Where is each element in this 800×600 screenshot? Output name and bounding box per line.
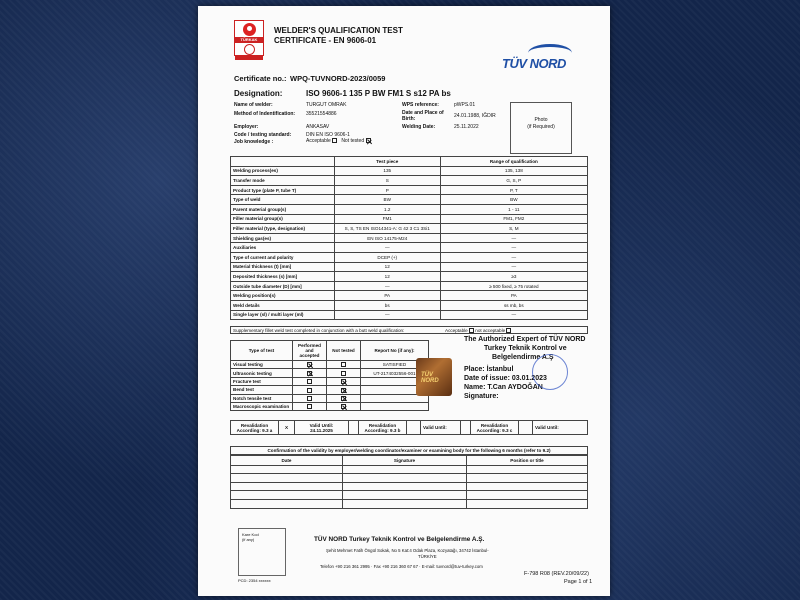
table-cell: 1 - 11: [440, 204, 587, 214]
wps-label: WPS reference:: [402, 102, 439, 108]
tuv-hologram-seal: TÜV NORD: [416, 358, 452, 396]
table-header: Test piece: [334, 157, 440, 167]
confirmation-row: [231, 465, 588, 474]
table-row: [231, 300, 588, 310]
confirmation-cell[interactable]: [343, 482, 467, 491]
test-type: Macroscopic examination: [231, 402, 293, 410]
table-cell: G, S, P: [440, 176, 587, 186]
form-number: F-798 R08 (REV.20/09/22): [524, 571, 589, 577]
table-cell: 12: [334, 272, 440, 282]
table-cell: S, M: [440, 224, 587, 234]
tests-header: Report No (if any):: [361, 341, 429, 361]
table-cell: FM1, FM2: [440, 214, 587, 224]
performed-checkbox[interactable]: [307, 379, 312, 384]
place: Place: İstanbul: [464, 366, 514, 373]
table-cell: bs: [334, 300, 440, 310]
table-cell: Type of weld: [231, 195, 335, 205]
footer-contact: Telefon +90 216 361 2995 · Fax +90 216 360 67 67 · E-mail: tuvnord@tuv-turkey.com: [320, 564, 483, 569]
confirmation-row: [231, 491, 588, 500]
confirmation-text: Confirmation of the validity by employer/welding coordinator/examiner or examining body for the following 6 months (refer to 9.2): [230, 446, 588, 455]
not-tested-checkbox[interactable]: [341, 362, 346, 367]
method-label: Method of Indentification:: [234, 111, 296, 117]
tests-table: [230, 340, 429, 411]
photo-box: Photo (if Required): [510, 102, 572, 154]
welding-date: 25.11.2022: [454, 124, 479, 130]
performed-checkbox[interactable]: [307, 371, 312, 376]
qr-code-box: Kare Kod (if any): [238, 528, 286, 576]
expert-line1: The Authorized Expert of TÜV NORD: [464, 336, 586, 343]
date-of-issue: Date of issue: 03.01.2023: [464, 375, 547, 382]
certificate-label: Certificate no.:: [234, 74, 287, 83]
table-cell: Deposited thickness (s) [mm]: [231, 272, 335, 282]
confirmation-header: Date: [231, 456, 343, 466]
table-cell: Product type (plate P, tube T): [231, 185, 335, 195]
test-row: [231, 377, 429, 385]
confirmation-cell[interactable]: [231, 499, 343, 508]
confirmation-row: [231, 482, 588, 491]
confirmation-cell[interactable]: [343, 499, 467, 508]
expert-line3: Belgelendirme A.Ş: [492, 354, 554, 361]
table-cell: P: [334, 185, 440, 195]
table-cell: PA: [440, 291, 587, 301]
report-number: SATISFIED: [361, 361, 429, 369]
pcd-number: PCD: 2354 xxxxxx: [238, 578, 271, 583]
table-header: [231, 157, 335, 167]
footer-address: Şehit Mehmet Fatih Öngül Sokak, No 5 Kat:4 Odak Plaza, Kozyatağı, 34742 İstanbul-: [326, 548, 489, 553]
test-type: Bend test: [231, 386, 293, 394]
test-type: Fracture test: [231, 377, 293, 385]
table-cell: Parent material group(s): [231, 204, 335, 214]
table-cell: —: [334, 310, 440, 320]
welder-name: TURGUT OMRAK: [306, 102, 347, 108]
official-stamp: [532, 354, 568, 390]
confirmation-cell[interactable]: [343, 491, 467, 500]
welder-name-label: Name of welder:: [234, 102, 273, 108]
table-cell: Transfer mode: [231, 176, 335, 186]
test-type: Notch tensile test: [231, 394, 293, 402]
table-cell: —: [440, 233, 587, 243]
certificate-page: [198, 6, 610, 596]
table-cell: Shielding gas(es): [231, 233, 335, 243]
suppl-acceptable-checkbox[interactable]: [469, 328, 474, 333]
performed-checkbox[interactable]: [307, 388, 312, 393]
table-cell: Welding position(s): [231, 291, 335, 301]
table-cell: S: [334, 176, 440, 186]
birth-label: Date and Place of Birth:: [402, 110, 444, 122]
employer-label: Employer:: [234, 124, 259, 130]
not-tested-checkbox[interactable]: [341, 388, 346, 393]
test-row: [231, 369, 429, 377]
table-cell: —: [440, 252, 587, 262]
revalidation-table: Revalidation According: 9.3 a X Valid Until: 24.11.2025 Revalidation According: 9.3 b Valid Until: Revalidation According: 9.3 c Valid Until:: [230, 420, 588, 435]
table-cell: PA: [334, 291, 440, 301]
report-number: [361, 402, 429, 410]
wps-value: pWPS.01: [454, 102, 476, 108]
confirmation-cell[interactable]: [343, 465, 467, 474]
table-cell: Filler material group(s): [231, 214, 335, 224]
table-row: [231, 281, 588, 291]
not-tested-checkbox[interactable]: [366, 138, 371, 143]
not-tested-checkbox[interactable]: [341, 396, 346, 401]
footer-company: TÜV NORD Turkey Teknik Kontrol ve Belgelendirme A.Ş.: [314, 536, 485, 543]
designation-value: ISO 9606-1 135 P BW FM1 S s12 PA bs: [306, 89, 451, 98]
table-cell: Outside tube diameter (D) [mm]: [231, 281, 335, 291]
page-number: Page 1 of 1: [564, 579, 593, 585]
confirmation-cell[interactable]: [467, 465, 588, 474]
table-row: [231, 176, 588, 186]
designation-label: Designation:: [234, 89, 283, 98]
table-cell: ≥ 500 fixed, ≥ 75 rotated: [440, 281, 587, 291]
table-cell: S, S, TS EN ISO14341-A: G 42 3 C1 3Si1: [334, 224, 440, 234]
table-row: [231, 233, 588, 243]
performed-checkbox[interactable]: [307, 362, 312, 367]
table-row: [231, 252, 588, 262]
table-cell: BW: [334, 195, 440, 205]
table-cell: —: [440, 243, 587, 253]
table-cell: Weld details: [231, 300, 335, 310]
footer-country: TÜRKİYE: [418, 554, 437, 559]
table-cell: —: [440, 310, 587, 320]
signature-label: Signature:: [464, 393, 499, 400]
test-row: [231, 394, 429, 402]
table-cell: 12: [334, 262, 440, 272]
table-row: [231, 243, 588, 253]
acceptable-checkbox[interactable]: [332, 138, 337, 143]
expert-name: Name: T.Can AYDOĞAN: [464, 384, 543, 391]
table-cell: 1.2: [334, 204, 440, 214]
table-cell: ≥3: [440, 272, 587, 282]
table-cell: 135, 138: [440, 166, 587, 176]
qualification-table: [230, 156, 588, 320]
test-row: [231, 402, 429, 410]
test-type: Visual testing: [231, 361, 293, 369]
job-knowledge-label: Job knowledge :: [234, 139, 274, 145]
title-line1: WELDER'S QUALIFICATION TEST: [274, 26, 403, 35]
method-value: 35521554886: [306, 111, 337, 117]
expert-line2: Turkey Teknik Kontrol ve: [484, 345, 567, 352]
table-cell: P, T: [440, 185, 587, 195]
test-row: [231, 361, 429, 369]
not-tested-checkbox[interactable]: [341, 371, 346, 376]
table-cell: —: [334, 243, 440, 253]
table-row: [231, 272, 588, 282]
performed-checkbox[interactable]: [307, 404, 312, 409]
not-tested-checkbox[interactable]: [341, 404, 346, 409]
table-row: [231, 214, 588, 224]
confirmation-header: Position or title: [467, 456, 588, 466]
welding-date-label: Welding Date:: [402, 124, 436, 130]
table-header: Range of qualification: [440, 157, 587, 167]
table-cell: BW: [440, 195, 587, 205]
code-label: Code / testing standard:: [234, 132, 292, 138]
table-cell: Filler material (type, designation): [231, 224, 335, 234]
test-row: [231, 386, 429, 394]
confirmation-cell[interactable]: [467, 474, 588, 483]
employer-value: ANKASAV: [306, 124, 330, 130]
table-row: [231, 262, 588, 272]
confirmation-cell[interactable]: [467, 499, 588, 508]
table-cell: —: [440, 262, 587, 272]
table-cell: ss mb, bs: [440, 300, 587, 310]
birth-value: 24.01.1988, IĞDIR: [454, 113, 496, 119]
certificate-number: WPQ-TUVNORD-2023/0059: [290, 74, 386, 83]
table-row: [231, 204, 588, 214]
tuv-nord-logo: TÜV NORD: [502, 56, 566, 71]
confirmation-cell[interactable]: [343, 474, 467, 483]
table-row: [231, 166, 588, 176]
table-cell: —: [334, 281, 440, 291]
suppl-not-acceptable-checkbox[interactable]: [506, 328, 511, 333]
confirmation-cell[interactable]: [231, 482, 343, 491]
confirmation-header: Signature: [343, 456, 467, 466]
confirmation-row: [231, 499, 588, 508]
table-row: [231, 224, 588, 234]
table-cell: Material thickness (t) [mm]: [231, 262, 335, 272]
table-row: [231, 185, 588, 195]
table-cell: FM1: [334, 214, 440, 224]
table-row: [231, 291, 588, 301]
confirmation-cell[interactable]: [467, 482, 588, 491]
confirmation-table: [230, 455, 588, 509]
title-line2: CERTIFICATE - EN 9606-01: [274, 36, 377, 45]
table-row: [231, 195, 588, 205]
tests-header: Performed and accepted: [293, 341, 327, 361]
confirmation-cell[interactable]: [467, 491, 588, 500]
confirmation-cell[interactable]: [231, 465, 343, 474]
table-cell: Auxiliaries: [231, 243, 335, 253]
report-number: UT-2174032556-001: [361, 369, 429, 377]
table-cell: DCEP (+): [334, 252, 440, 262]
table-cell: Welding process(es): [231, 166, 335, 176]
supplementary-row: Supplementary fillet weld test completed in conjunction with a butt weld qualification: Acceptable not acceptable: [230, 326, 588, 334]
table-row: [231, 310, 588, 320]
confirmation-cell[interactable]: [231, 491, 343, 500]
table-cell: EN ISO 14175-M24: [334, 233, 440, 243]
confirmation-row: [231, 474, 588, 483]
confirmation-cell[interactable]: [231, 474, 343, 483]
turkak-logo: TÜRKAK: [234, 20, 264, 56]
code-value: DIN EN ISO 9606-1: [306, 132, 350, 138]
table-cell: 135: [334, 166, 440, 176]
tests-header: Type of test: [231, 341, 293, 361]
job-knowledge-options: Acceptable Not tested: [306, 138, 371, 144]
performed-checkbox[interactable]: [307, 396, 312, 401]
not-tested-checkbox[interactable]: [341, 379, 346, 384]
table-cell: Single layer (sl) / multi layer (ml): [231, 310, 335, 320]
test-type: Ultrasonic testing: [231, 369, 293, 377]
tests-header: Not tested: [327, 341, 361, 361]
table-cell: Type of current and polarity: [231, 252, 335, 262]
